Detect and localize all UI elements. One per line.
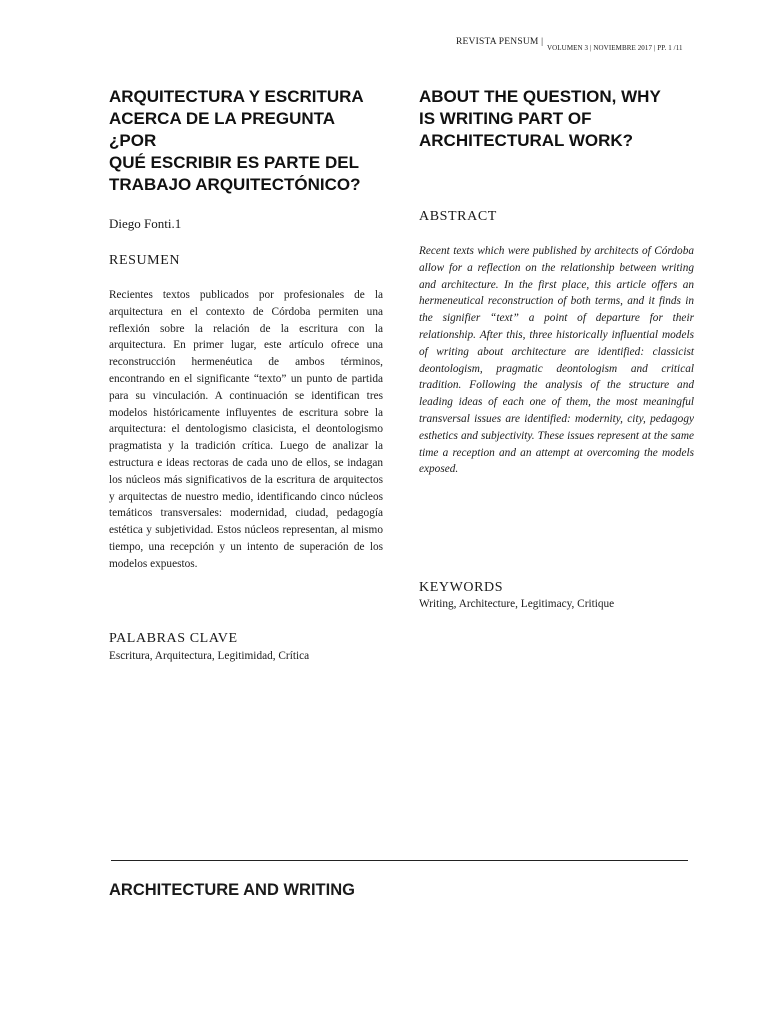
- spanish-title: [109, 86, 409, 196]
- abstract-text: Recent texts which were published by architects of Córdoba allow for a reflection on the relationship between writing and architecture. In the first place, this article offers an hermeneutical reconstruction of both terms, and it finds in the signifier “text” a point of departure for their relationship. After this, three historically influential models of writing about architecture are identified: classicist deontologism, pragmatic deontologism and critical tradition. Following the analysis of the structure and leading ideas of each one of them, the most meaningful transversal issues are identified: modernity, city, pedagogy esthetics and subjectivity. These issues represent at the same time a reception and an attempt at overcoming the models exposed.: [419, 245, 694, 476]
- palabras-clave-heading: PALABRAS CLAVE: [109, 631, 238, 646]
- english-title-line: IS WRITING PART OF: [419, 109, 592, 128]
- spanish-title-line: ACERCA DE LA PREGUNTA: [109, 109, 336, 128]
- keywords-list: Writing, Architecture, Legitimacy, Critique: [419, 598, 615, 610]
- resumen-heading: RESUMEN: [109, 253, 181, 268]
- section-title: ARCHITECTURE AND WRITING: [109, 881, 355, 899]
- keywords-heading: KEYWORDS: [419, 580, 504, 595]
- journal-name: REVISTA PENSUM |: [456, 37, 544, 47]
- abstract-heading: ABSTRACT: [419, 209, 497, 224]
- section-divider: [111, 860, 688, 861]
- english-title-line: ARCHITECTURAL WORK?: [419, 131, 634, 150]
- english-title: [419, 86, 709, 152]
- spanish-title-line: QUÉ ESCRIBIR ES PARTE DEL: [109, 153, 359, 172]
- english-title-line: ABOUT THE QUESTION, WHY: [419, 87, 661, 106]
- spanish-title-line: TRABAJO ARQUITECTÓNICO?: [109, 175, 361, 194]
- spanish-title-line: ¿POR: [109, 131, 157, 150]
- palabras-clave-list: Escritura, Arquitectura, Legitimidad, Crítica: [109, 650, 310, 662]
- author-name: Diego Fonti.1: [109, 216, 182, 231]
- issue-info: VOLUMEN 3 | NOVIEMBRE 2017 | PP. 1 /11: [547, 44, 683, 52]
- resumen-text: Recientes textos publicados por profesionales de la arquitectura en el contexto de Córdoba permiten una reflexión sobre la relación de la escritura con la arquitectura. En primer lugar, este artículo ofrece una reconstrucción hermenéutica de ambos términos, encontrando en el significante “texto” un punto de partida para su vinculación. A continuación se identifican tres modelos históricamente influyentes de escritura sobre la arquitectura: el dentologismo clasicista, el deontologismo pragmatista y la tradición crítica. Luego de analizar la estructura e ideas rectoras de cada uno de ellos, se indagan los núcleos más significativos de la escritura de arquitectos y arquitectas de nuestro medio, identificando cinco núcleos temáticos transversales: modernidad, ciudad, pedagogía estética y subjetividad. Estos núcleos representan, al mismo tiempo, una recepción y un intento de superación de los modelos expuestos.: [109, 289, 383, 570]
- spanish-title-line: ARQUITECTURA Y ESCRITURA: [109, 87, 364, 106]
